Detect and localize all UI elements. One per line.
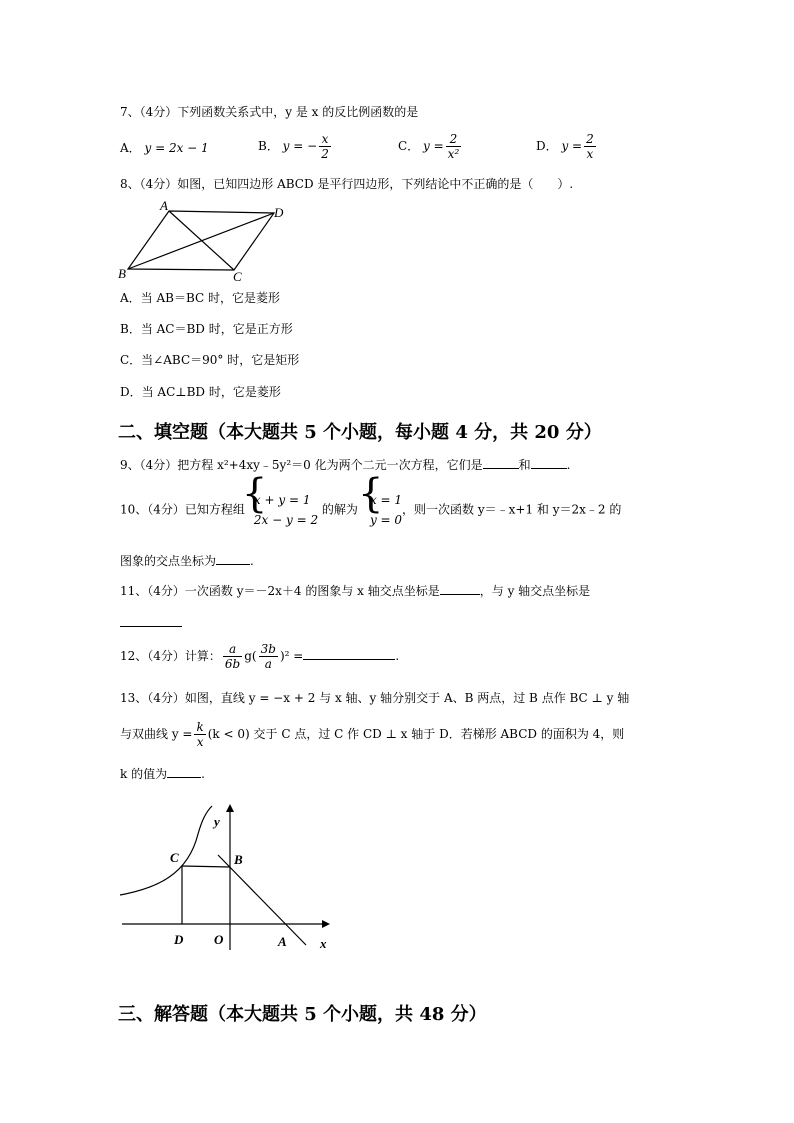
q13-graph-figure — [118, 800, 338, 960]
q7-option-c-fraction — [446, 132, 462, 161]
q8-stem: 8、（4分）如图，已知四边形 ABCD 是平行四边形，下列结论中不正确的是（ ）. — [120, 177, 574, 191]
q12-end: . — [395, 649, 400, 663]
q8-option-b[interactable]: B．当 AC＝BD 时，它是正方形 — [120, 322, 293, 336]
q8-option-c[interactable]: C．当∠ABC＝90° 时，它是矩形 — [120, 353, 300, 367]
x-axis-arrow — [322, 920, 330, 928]
q8-label-a: A — [160, 200, 168, 213]
q12-pre: 12、（4分）计算： — [120, 649, 221, 663]
q9-blank-2[interactable] — [531, 456, 567, 469]
q13-line3-text: k 的值为 — [120, 767, 168, 781]
q11-blank-1[interactable] — [440, 582, 480, 595]
q12-fraction-1 — [223, 642, 242, 671]
q11-text-2: ，与 y 轴交点坐标是 — [479, 584, 591, 598]
q10-solution — [361, 490, 402, 530]
line-ab — [218, 855, 306, 945]
q7-option-b-label: B． — [258, 139, 279, 153]
q13-line2-a: 与双曲线 y = — [120, 727, 193, 741]
q13-label-a: A — [278, 934, 287, 949]
q8-option-d[interactable]: D．当 AC⊥BD 时，它是菱形 — [120, 385, 281, 399]
q9-text-2: 和 — [518, 458, 531, 472]
q10-post: ，则一次函数 y＝﹣x+1 和 y＝2x﹣2 的 — [402, 502, 622, 517]
q13-label-y: y — [214, 814, 220, 829]
q11 — [120, 582, 590, 599]
q13-label-x: x — [320, 936, 327, 951]
diagonal-bd — [128, 213, 274, 269]
q7-option-c[interactable] — [398, 132, 463, 161]
q7-option-c-num: 2 — [446, 132, 462, 147]
q7-option-b-num: x — [319, 132, 331, 147]
q12-num-2: 3b — [260, 642, 276, 656]
q7-option-d-fraction — [584, 132, 596, 161]
q10-solution-y: y = 0 — [369, 513, 403, 527]
q7-option-d[interactable] — [536, 132, 598, 161]
q10-system-eq2: 2x − y = 2 — [253, 513, 319, 527]
q10-blank[interactable] — [216, 552, 250, 565]
q7-option-c-den: x² — [447, 147, 460, 161]
q12-blank[interactable] — [303, 647, 395, 660]
q9-end: . — [566, 458, 571, 472]
q7-option-b-fraction — [319, 132, 331, 161]
q10 — [120, 490, 621, 530]
q13-label-o: O — [214, 932, 224, 947]
q7-option-d-label: D． — [536, 139, 558, 153]
q13-label-b: B — [234, 852, 243, 867]
q12-den-1: 6b — [224, 657, 241, 671]
q7-option-b-den: 2 — [321, 147, 329, 161]
q12-mid: g( — [244, 649, 257, 663]
q12-num-1: a — [223, 642, 242, 657]
q8-label-d: D — [274, 205, 284, 220]
q9 — [120, 456, 570, 473]
hyperbola-curve — [120, 806, 212, 895]
section3-heading: 三、解答题（本大题共 5 个小题，共 48 分） — [118, 1004, 487, 1025]
y-axis-arrow — [226, 804, 234, 812]
q10-solution-x: { x = 1 — [369, 493, 403, 507]
q13-end: . — [201, 767, 205, 781]
q9-blank-1[interactable] — [483, 456, 519, 469]
q10-end: . — [250, 554, 254, 568]
q13-label-d: D — [174, 932, 184, 947]
q7-stem: 7、（4分）下列函数关系式中，y 是 x 的反比例函数的是 — [120, 105, 419, 119]
q10-mid: 的解为 — [321, 502, 358, 517]
q8-label-b: B — [118, 266, 126, 281]
q13-blank[interactable] — [167, 765, 201, 778]
q7-option-b[interactable] — [258, 132, 333, 161]
q13-label-c: C — [170, 850, 179, 865]
q12 — [120, 642, 399, 671]
q8-parallelogram-figure — [114, 200, 294, 282]
q10-line2 — [120, 552, 254, 569]
q7-option-b-lhs: y = − — [282, 139, 318, 153]
q12-post: )² = — [279, 649, 304, 663]
q13-fraction — [194, 720, 205, 749]
q13-line1: 13、（4分）如图，直线 y = −x + 2 与 x 轴、y 轴分别交于 A、B 两点，过 B 点作 BC ⊥ y 轴 — [120, 691, 630, 705]
q7-option-d-num: 2 — [586, 132, 594, 146]
q10-system — [245, 490, 318, 530]
q13-den: x — [196, 735, 204, 749]
q10-system-eq1: { x + y = 1 — [253, 493, 311, 507]
q13-num: k — [196, 720, 204, 734]
q7-option-c-label: C． — [398, 139, 420, 153]
q7-option-d-lhs: y = — [561, 139, 583, 153]
q7-option-a-label: A． — [120, 141, 141, 155]
q7-option-c-lhs: y = — [423, 139, 444, 153]
q13-line2-b: (k < 0) 交于 C 点，过 C 作 CD ⊥ x 轴于 D．若梯形 ABCD 的面积为 4，则 — [207, 727, 625, 741]
q8-label-c: C — [233, 269, 242, 282]
q11-line2 — [120, 614, 182, 631]
q13-line2 — [120, 720, 624, 749]
q7-option-a-expr: y = 2x − 1 — [144, 141, 209, 155]
section2-heading: 二、填空题（本大题共 5 个小题，每小题 4 分，共 20 分） — [118, 422, 602, 443]
q12-fraction-2 — [259, 642, 278, 671]
segment-bc — [182, 866, 230, 867]
q7-option-d-den: x — [586, 147, 594, 161]
q13-line3 — [120, 765, 205, 782]
q11-text-1: 11、（4分）一次函数 y＝－2x＋4 的图象与 x 轴交点坐标是 — [120, 584, 440, 598]
q8-option-a[interactable]: A．当 AB＝BC 时，它是菱形 — [120, 291, 281, 305]
q11-blank-2[interactable] — [120, 614, 182, 627]
q7-option-a[interactable] — [120, 140, 209, 156]
q9-text-1: 9、（4分）把方程 x²+4xy﹣5y²＝0 化为两个二元一次方程，它们是 — [120, 458, 483, 472]
q10-line2-text: 图象的交点坐标为 — [120, 554, 217, 568]
q12-den-2: a — [264, 657, 272, 671]
q10-pre: 10、（4分）已知方程组 — [120, 502, 245, 517]
